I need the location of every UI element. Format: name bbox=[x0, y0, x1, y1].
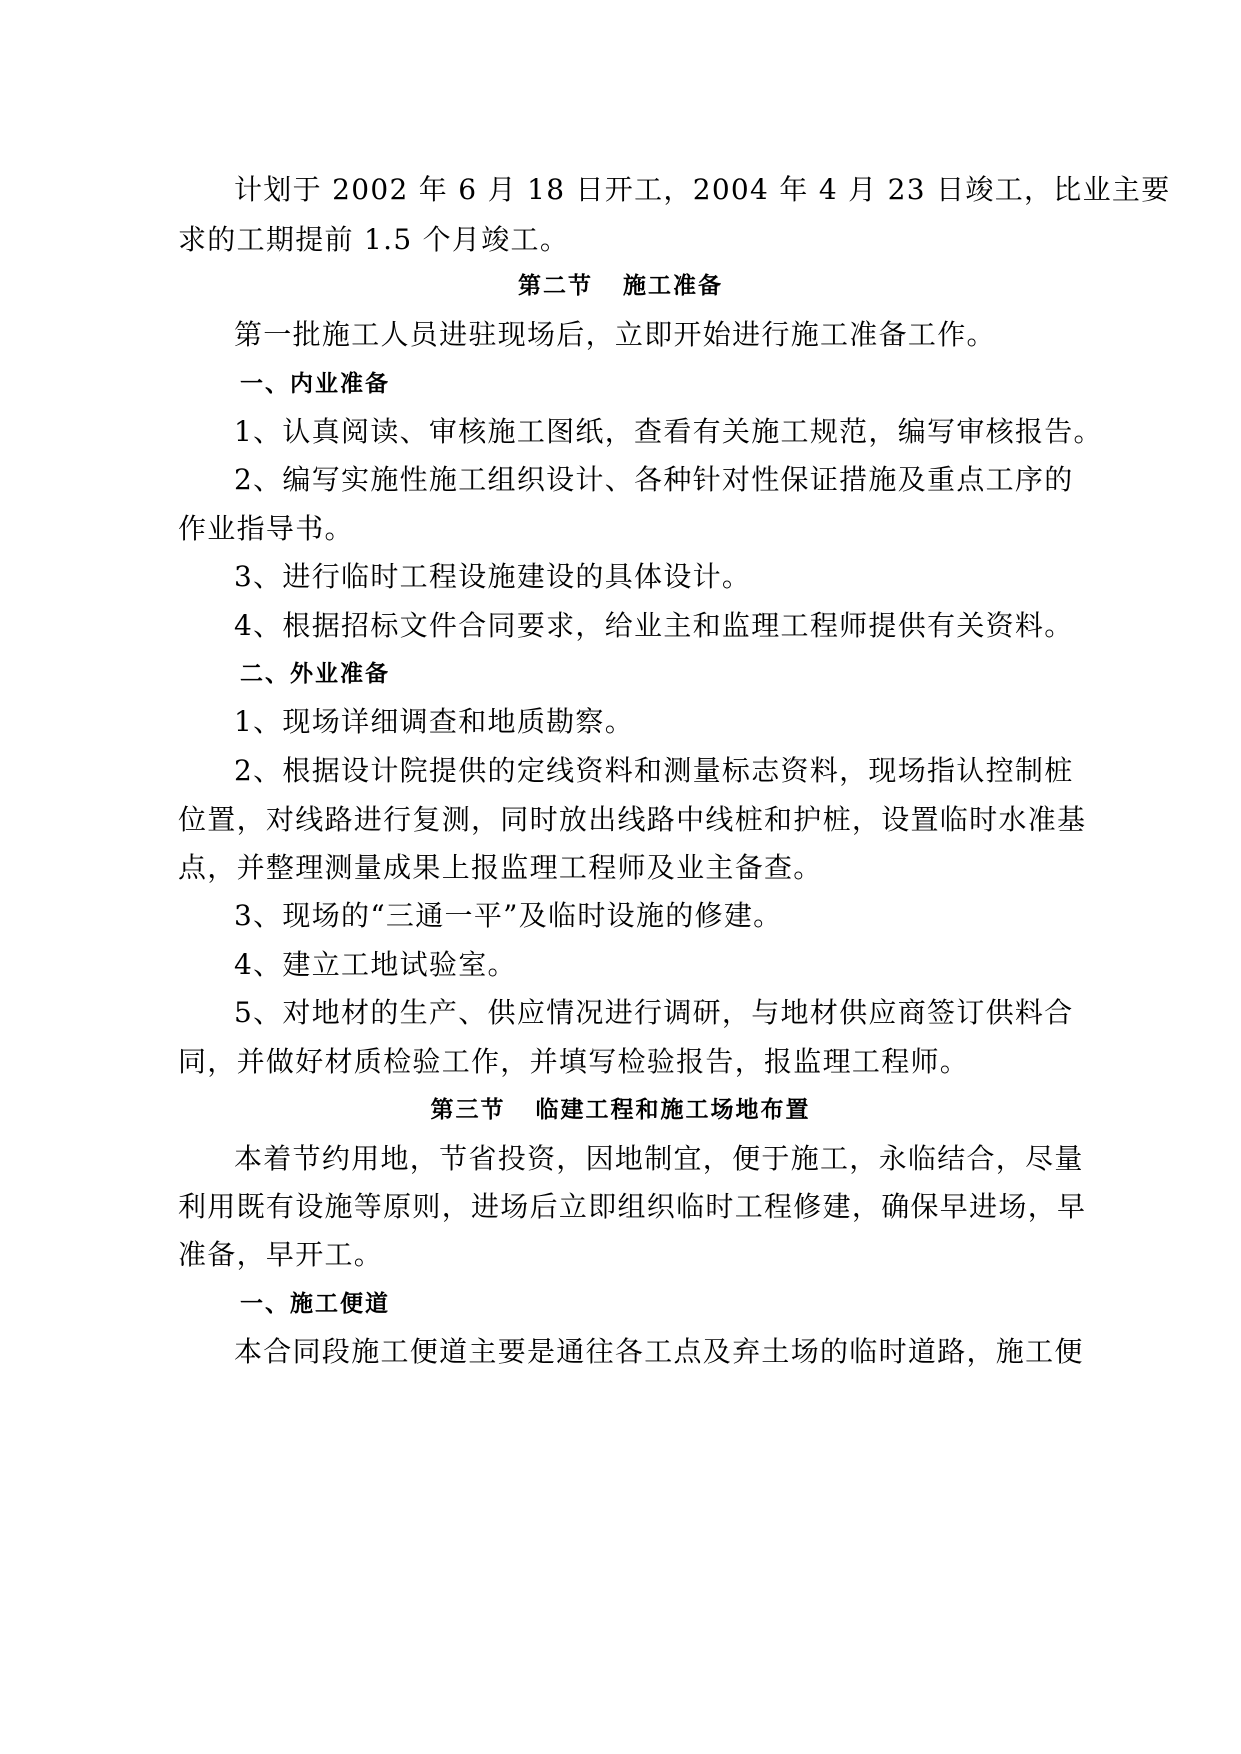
paragraph-line: 5、对地材的生产、供应情况进行调研，与地材供应商签订供料合 bbox=[234, 996, 1074, 1029]
paragraph-line: 第一批施工人员进驻现场后，立即开始进行施工准备工作。 bbox=[234, 318, 996, 351]
paragraph-line: 3、现场的“三通一平”及临时设施的修建。 bbox=[234, 899, 783, 932]
subsection-heading: 一、施工便道 bbox=[240, 1291, 390, 1317]
subsection-heading: 一、内业准备 bbox=[240, 371, 390, 397]
paragraph-line: 1、认真阅读、审核施工图纸，查看有关施工规范，编写审核报告。 bbox=[234, 415, 1103, 448]
paragraph-line: 作业指导书。 bbox=[178, 512, 354, 545]
subsection-heading: 二、外业准备 bbox=[240, 661, 390, 687]
paragraph-line: 4、建立工地试验室。 bbox=[234, 948, 517, 981]
paragraph-line: 3、进行临时工程设施建设的具体设计。 bbox=[234, 560, 752, 593]
section-heading: 第二节 施工准备 bbox=[517, 273, 724, 299]
paragraph-line: 同，并做好材质检验工作，并填写检验报告，报监理工程师。 bbox=[178, 1045, 970, 1078]
paragraph-line: 位置，对线路进行复测，同时放出线路中线桩和护桩，设置临时水准基 bbox=[178, 803, 1087, 836]
paragraph-line: 1、现场详细调查和地质勘察。 bbox=[234, 705, 635, 738]
paragraph-line: 2、编写实施性施工组织设计、各种针对性保证措施及重点工序的 bbox=[234, 463, 1074, 496]
paragraph-line: 计划于 2002 年 6 月 18 日开工，2004 年 4 月 23 日竣工，比业主要 bbox=[234, 173, 1171, 206]
section-heading: 第三节 临建工程和施工场地布置 bbox=[430, 1097, 811, 1123]
paragraph-line: 利用既有设施等原则，进场后立即组织临时工程修建，确保早进场，早 bbox=[178, 1190, 1087, 1223]
paragraph-line: 2、根据设计院提供的定线资料和测量标志资料，现场指认控制桩 bbox=[234, 754, 1074, 787]
paragraph-line: 本着节约用地，节省投资，因地制宜，便于施工，永临结合，尽量 bbox=[234, 1142, 1084, 1175]
paragraph-line: 4、根据招标文件合同要求，给业主和监理工程师提供有关资料。 bbox=[234, 609, 1074, 642]
paragraph-line: 求的工期提前 1.5 个月竣工。 bbox=[178, 223, 570, 256]
paragraph-line: 点，并整理测量成果上报监理工程师及业主备查。 bbox=[178, 851, 823, 884]
paragraph-line: 准备，早开工。 bbox=[178, 1238, 384, 1271]
paragraph-line: 本合同段施工便道主要是通往各工点及弃土场的临时道路，施工便 bbox=[234, 1335, 1084, 1368]
